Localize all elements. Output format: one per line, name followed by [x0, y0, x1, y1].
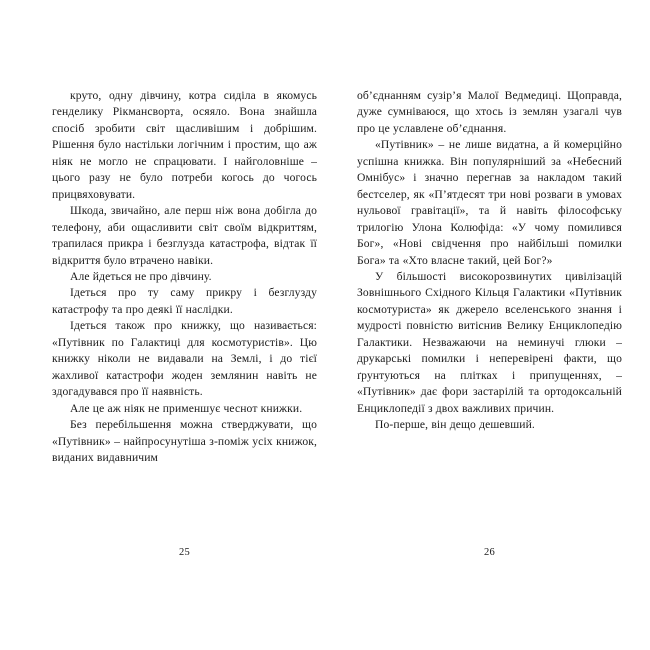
page-right	[357, 88, 622, 588]
page-number-right: 26	[484, 547, 495, 558]
page-number-left: 25	[179, 547, 190, 558]
paragraph: Ідеться також про книжку, що називається: «Путівник по Галактиці для космотуристів». Цю книжку ніколи не видавали на Землі, і до тієї жахливої катастрофи жоден землянин навіть не здогадувався про її наявність.	[52, 319, 317, 399]
page-right-text-block	[357, 88, 622, 434]
paragraph: По-перше, він дещо дешевший.	[375, 418, 535, 432]
paragraph: «Путівник» – не лише видатна, а й комерційно успішна книжка. Він популярніший за «Небесний Омнібус» і значно перегнав за накладом такий бестселер, як «П’ятдесят три нові розваги в умовах нульової гравітації», та й навіть філософську трилогію Улона Колюфіда: «У чому помилився Бог», «Нові свідчення про найбільші помилки Бога» та «Хто власне такий, цей Бог?»	[357, 138, 622, 267]
paragraph: Але це аж ніяк не применшує чеснот книжки.	[70, 401, 303, 415]
page-left-text-block	[52, 88, 317, 466]
paragraph: У більшості високорозвинутих цивілізацій Зовнішнього Східного Кільця Галактики «Путівник космотуриста» як джерело вселенського знання і мудрості повністю витіснив Велику Енциклопедію Галактики. Незважаючи на неминучі глюки – друкарські помилки і неперевірені факти, що ґрунтуються на плітках і припущеннях, – «Путівник» дає фори застарілій та ортодоксальній Енциклопедії з двох важливих причин.	[357, 269, 622, 415]
paragraph: Але йдеться не про дівчину.	[70, 269, 212, 283]
paragraph: круто, одну дівчину, котра сиділа в якомусь генделику Рікмансворта, осяяло. Вона знайшла спосіб зробити світ щасливішим і добрішим. Рішення було настільки логічним і простим, що аж ніяк не могло не спрацювати. І найголовніше – цього разу не було потреби когось до чогось прицвяховувати.	[52, 89, 317, 201]
page-left	[52, 88, 317, 588]
paragraph: об’єднанням сузір’я Малої Ведмедиці. Щоправда, дуже сумніваюся, що хтось із землян узагалі чув про це уславлене об’єднання.	[357, 89, 622, 135]
paragraph: Ідеться про ту саму прикру і безглузду катастрофу та про деякі її наслідки.	[52, 286, 317, 316]
paragraph: Шкода, звичайно, але перш ніж вона добігла до телефону, аби ощасливити світ своїм відкриттям, трапилася прикра і безглузда катастрофа, відтак її відкриття було втрачено навіки.	[52, 204, 317, 267]
paragraph: Без перебільшення можна стверджувати, що «Путівник» – найпросунутіша з-поміж усіх книжок, виданих видавничим	[52, 418, 317, 464]
